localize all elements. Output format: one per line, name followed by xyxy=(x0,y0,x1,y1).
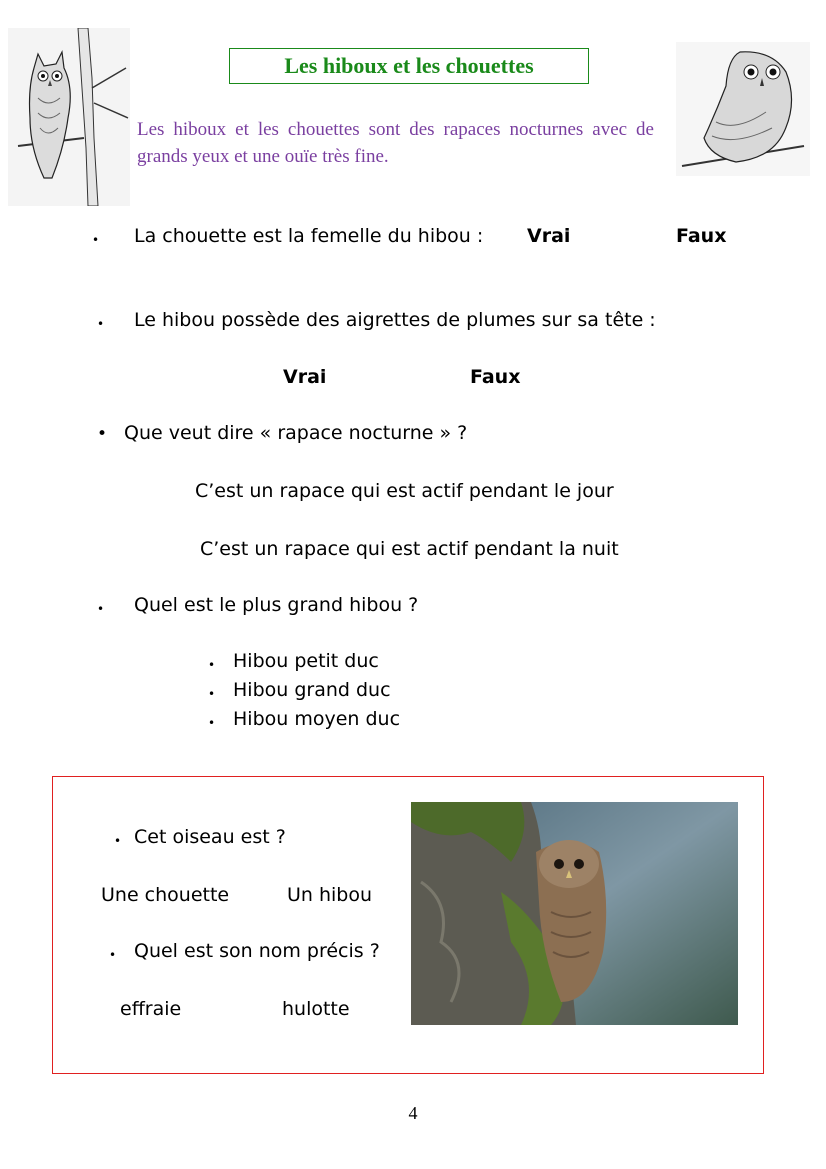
q4-option-moyen-duc[interactable]: Hibou moyen duc xyxy=(233,708,401,730)
owl-photo xyxy=(411,802,738,1025)
q4-option-petit-duc[interactable]: Hibou petit duc xyxy=(233,650,379,672)
q4-option-grand-duc[interactable]: Hibou grand duc xyxy=(233,679,391,701)
bullet: • xyxy=(208,716,216,730)
bullet: • xyxy=(114,834,122,848)
q6-option-effraie[interactable]: effraie xyxy=(120,998,182,1020)
q2-option-false[interactable]: Faux xyxy=(470,366,521,388)
question-6: Quel est son nom précis ? xyxy=(134,940,380,962)
q5-option-hibou[interactable]: Un hibou xyxy=(287,884,373,906)
title-box xyxy=(229,48,589,84)
owl-drawing-right xyxy=(676,42,810,176)
page-number: 4 xyxy=(408,1103,418,1123)
bullet: • xyxy=(208,687,216,701)
bullet: • xyxy=(97,424,108,444)
question-2: Le hibou possède des aigrettes de plumes sur sa tête : xyxy=(134,309,656,331)
intro-paragraph: Les hiboux et les chouettes sont des rapaces nocturnes avec de grands yeux et une ouïe très fine. xyxy=(137,119,654,167)
q6-option-hulotte[interactable]: hulotte xyxy=(282,998,350,1020)
bullet: • xyxy=(97,602,105,616)
owl-sketch-icon xyxy=(676,42,810,176)
bullet: • xyxy=(109,948,117,962)
q2-option-true[interactable]: Vrai xyxy=(283,366,327,388)
bullet: • xyxy=(97,317,105,331)
page-title: Les hiboux et les chouettes xyxy=(284,53,534,78)
bullet: • xyxy=(208,658,216,672)
question-4: Quel est le plus grand hibou ? xyxy=(134,594,419,616)
q5-option-chouette[interactable]: Une chouette xyxy=(101,884,230,906)
q1-option-false[interactable]: Faux xyxy=(676,225,727,247)
owl-photo-icon xyxy=(411,802,738,1025)
question-3: Que veut dire « rapace nocturne » ? xyxy=(124,422,468,444)
q3-answer-night[interactable]: C’est un rapace qui est actif pendant la nuit xyxy=(200,538,619,560)
question-5: Cet oiseau est ? xyxy=(134,826,286,848)
bullet: • xyxy=(92,233,100,247)
owl-drawing-left xyxy=(8,28,130,206)
question-1: La chouette est la femelle du hibou : xyxy=(134,225,484,247)
owl-sketch-icon xyxy=(8,28,130,206)
q1-option-true[interactable]: Vrai xyxy=(527,225,571,247)
q3-answer-day[interactable]: C’est un rapace qui est actif pendant le jour xyxy=(195,480,614,502)
